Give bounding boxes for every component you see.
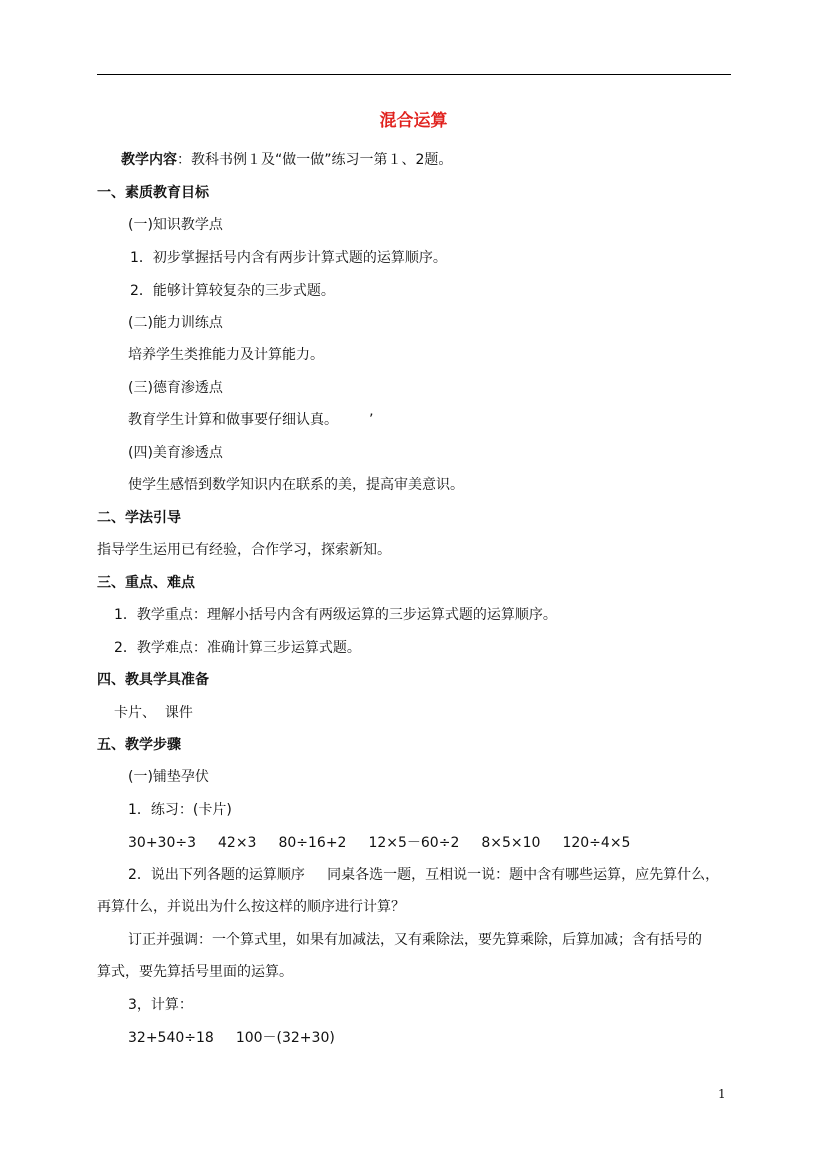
page-number: 1 — [718, 1087, 726, 1101]
section-5-item-1: 1．练习：(卡片) — [128, 802, 232, 818]
expression: 42×3 — [218, 835, 257, 851]
section-3-heading: 三、重点、难点 — [97, 575, 195, 591]
section-3-item-1: 1．教学重点：理解小括号内含有两级运算的三步运算式题的运算顺序。 — [114, 607, 557, 623]
calc-row — [128, 1028, 357, 1048]
section-1-text-4: 使学生感悟到数学知识内在联系的美，提高审美意识。 — [128, 477, 464, 493]
section-1-text-2: 培养学生类推能力及计算能力。 — [128, 347, 324, 363]
document-title: 混合运算 — [379, 111, 448, 131]
expression: 30+30÷3 — [128, 835, 196, 851]
section-1-text-3-body: 教育学生计算和做事要仔细认真。 — [128, 412, 331, 428]
section-5-note-line-1: 订正并强调：一个算式里，如果有加减法，又有乘除法，要先算乘除，后算加减；含有括号的 — [128, 932, 702, 948]
section-5-note-line-2: 算式，要先算括号里面的运算。 — [97, 964, 293, 980]
expression: 8×5×10 — [481, 835, 541, 851]
section-1-text-3 — [128, 410, 373, 430]
section-4-heading: 四、教具学具准备 — [97, 672, 209, 688]
header-rule — [97, 74, 731, 75]
calc-expression: 32+540÷18 — [128, 1030, 214, 1046]
section-5-item-2-line-1: 2．说出下列各题的运算顺序 同桌各选一题，互相说一说：题中含有哪些运算，应先算什么， — [128, 867, 720, 883]
stray-mark: ’ — [369, 412, 374, 428]
section-4-text: 卡片、 课件 — [114, 705, 193, 721]
section-1-sub-4: (四)美育渗透点 — [128, 445, 223, 461]
section-1-item-1: 1．初步掌握括号内含有两步计算式题的运算顺序。 — [130, 250, 447, 266]
content-label: 教学内容 — [121, 152, 177, 168]
expression-row — [128, 833, 652, 853]
expression: 120÷4×5 — [562, 835, 631, 851]
section-3-item-2: 2．教学难点：准确计算三步运算式题。 — [114, 640, 361, 656]
expression: 80÷16+2 — [278, 835, 347, 851]
content-text: ：教科书例１及“做一做”练习一第１、2题。 — [177, 152, 453, 168]
section-5-item-2-line-2: 再算什么，并说出为什么按这样的顺序进行计算？ — [97, 899, 405, 915]
section-1-sub-2: (二)能力训练点 — [128, 315, 223, 331]
section-1-item-2: 2．能够计算较复杂的三步式题。 — [130, 283, 335, 299]
expression: 12×5－60÷2 — [368, 835, 460, 851]
section-1-heading: 一、素质教育目标 — [97, 185, 209, 201]
section-2-text: 指导学生运用已有经验，合作学习，探索新知。 — [97, 542, 391, 558]
section-1-sub-3: (三)德育渗透点 — [128, 380, 223, 396]
content-line — [121, 150, 452, 170]
section-2-heading: 二、学法引导 — [97, 510, 181, 526]
calc-expression: 100－(32+30) — [235, 1030, 335, 1046]
section-5-item-3: 3，计算： — [128, 997, 193, 1013]
section-1-sub-1: (一)知识教学点 — [128, 217, 223, 233]
section-5-sub-1: (一)铺垫孕伏 — [128, 769, 209, 785]
section-5-heading: 五、教学步骤 — [97, 737, 181, 753]
